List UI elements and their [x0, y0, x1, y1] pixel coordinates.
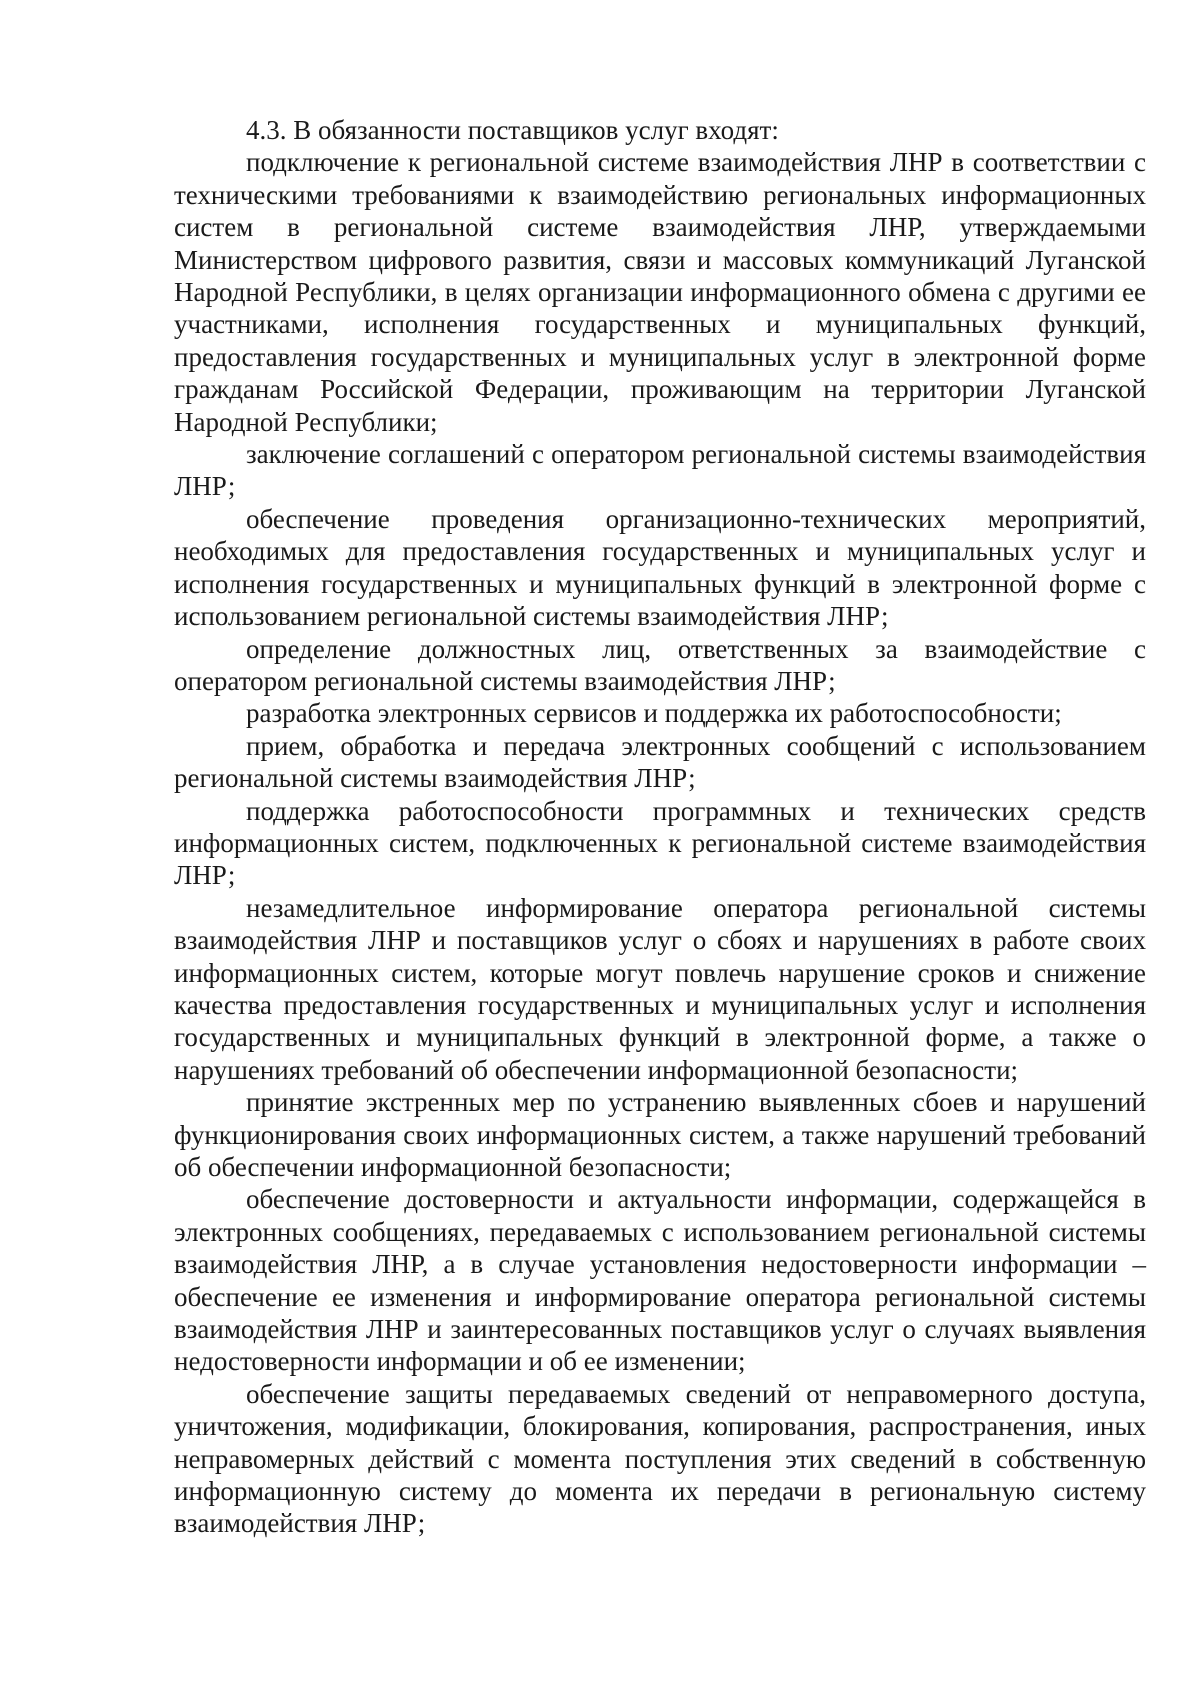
paragraph-electronic-services: разработка электронных сервисов и поддержка их работоспособности;	[246, 698, 1062, 729]
paragraph-responsible-officials: определение должностных лиц, ответственных за взаимодействие с оператором региональной системы взаимодействия ЛНР;	[174, 633, 1146, 696]
paragraph-data-protection: обеспечение защиты передаваемых сведений от неправомерного доступа, уничтожения, модификации, блокирования, копирования, распространения, иных неправомерных действий с момента поступления этих сведений в собственную информационную систему до момента их передачи в региональную систему взаимодействия ЛНР;	[174, 1378, 1146, 1539]
paragraph-data-reliability: обеспечение достоверности и актуальности информации, содержащейся в электронных сообщениях, передаваемых с использованием региональной системы взаимодействия ЛНР, а в случае установления недостоверности информации – обеспечение ее изменения и информирование оператора региональной системы взаимодействия ЛНР и заинтересованных поставщиков услуг о случаях выявления недостоверности информации и об ее изменении;	[174, 1184, 1146, 1377]
paragraph-agreements: заключение соглашений с оператором региональной системы взаимодействия ЛНР;	[174, 439, 1146, 502]
paragraph-connection: подключение к региональной системе взаимодействия ЛНР в соответствии с техническими требованиями к взаимодействию региональных информационных систем в региональной системе взаимодействия ЛНР, утверждаемыми Министерством цифрового развития, связи и массовых коммуникаций Луганской Народной Республики, в целях организации информационного обмена с другими ее участниками, исполнения государственных и муниципальных функций, предоставления государственных и муниципальных услуг в электронной форме гражданам Российской Федерации, проживающим на территории Луганской Народной Республики;	[174, 147, 1146, 437]
paragraph-failure-notification: незамедлительное информирование оператора региональной системы взаимодействия ЛНР и поставщиков услуг о сбоях и нарушениях в работе своих информационных систем, которые могут повлечь нарушение сроков и снижение качества предоставления государственных и муниципальных услуг и исполнения государственных и муниципальных функций в электронной форме, а также о нарушениях требований об обеспечении информационной безопасности;	[174, 892, 1146, 1085]
document-body	[174, 114, 1146, 1540]
paragraph-emergency-measures: принятие экстренных мер по устранению выявленных сбоев и нарушений функционирования своих информационных систем, а также нарушений требований об обеспечении информационной безопасности;	[174, 1087, 1146, 1182]
paragraph-org-technical-measures: обеспечение проведения организационно-технических мероприятий, необходимых для предоставления государственных и муниципальных услуг и исполнения государственных и муниципальных функций в электронной форме с использованием региональной системы взаимодействия ЛНР;	[174, 503, 1146, 632]
paragraph-section-heading: 4.3. В обязанности поставщиков услуг входят:	[246, 115, 779, 145]
paragraph-message-processing: прием, обработка и передача электронных сообщений с использованием региональной системы взаимодействия ЛНР;	[174, 730, 1146, 794]
paragraph-system-support: поддержка работоспособности программных и технических средств информационных систем, подключенных к региональной системе взаимодействия ЛНР;	[174, 795, 1146, 891]
